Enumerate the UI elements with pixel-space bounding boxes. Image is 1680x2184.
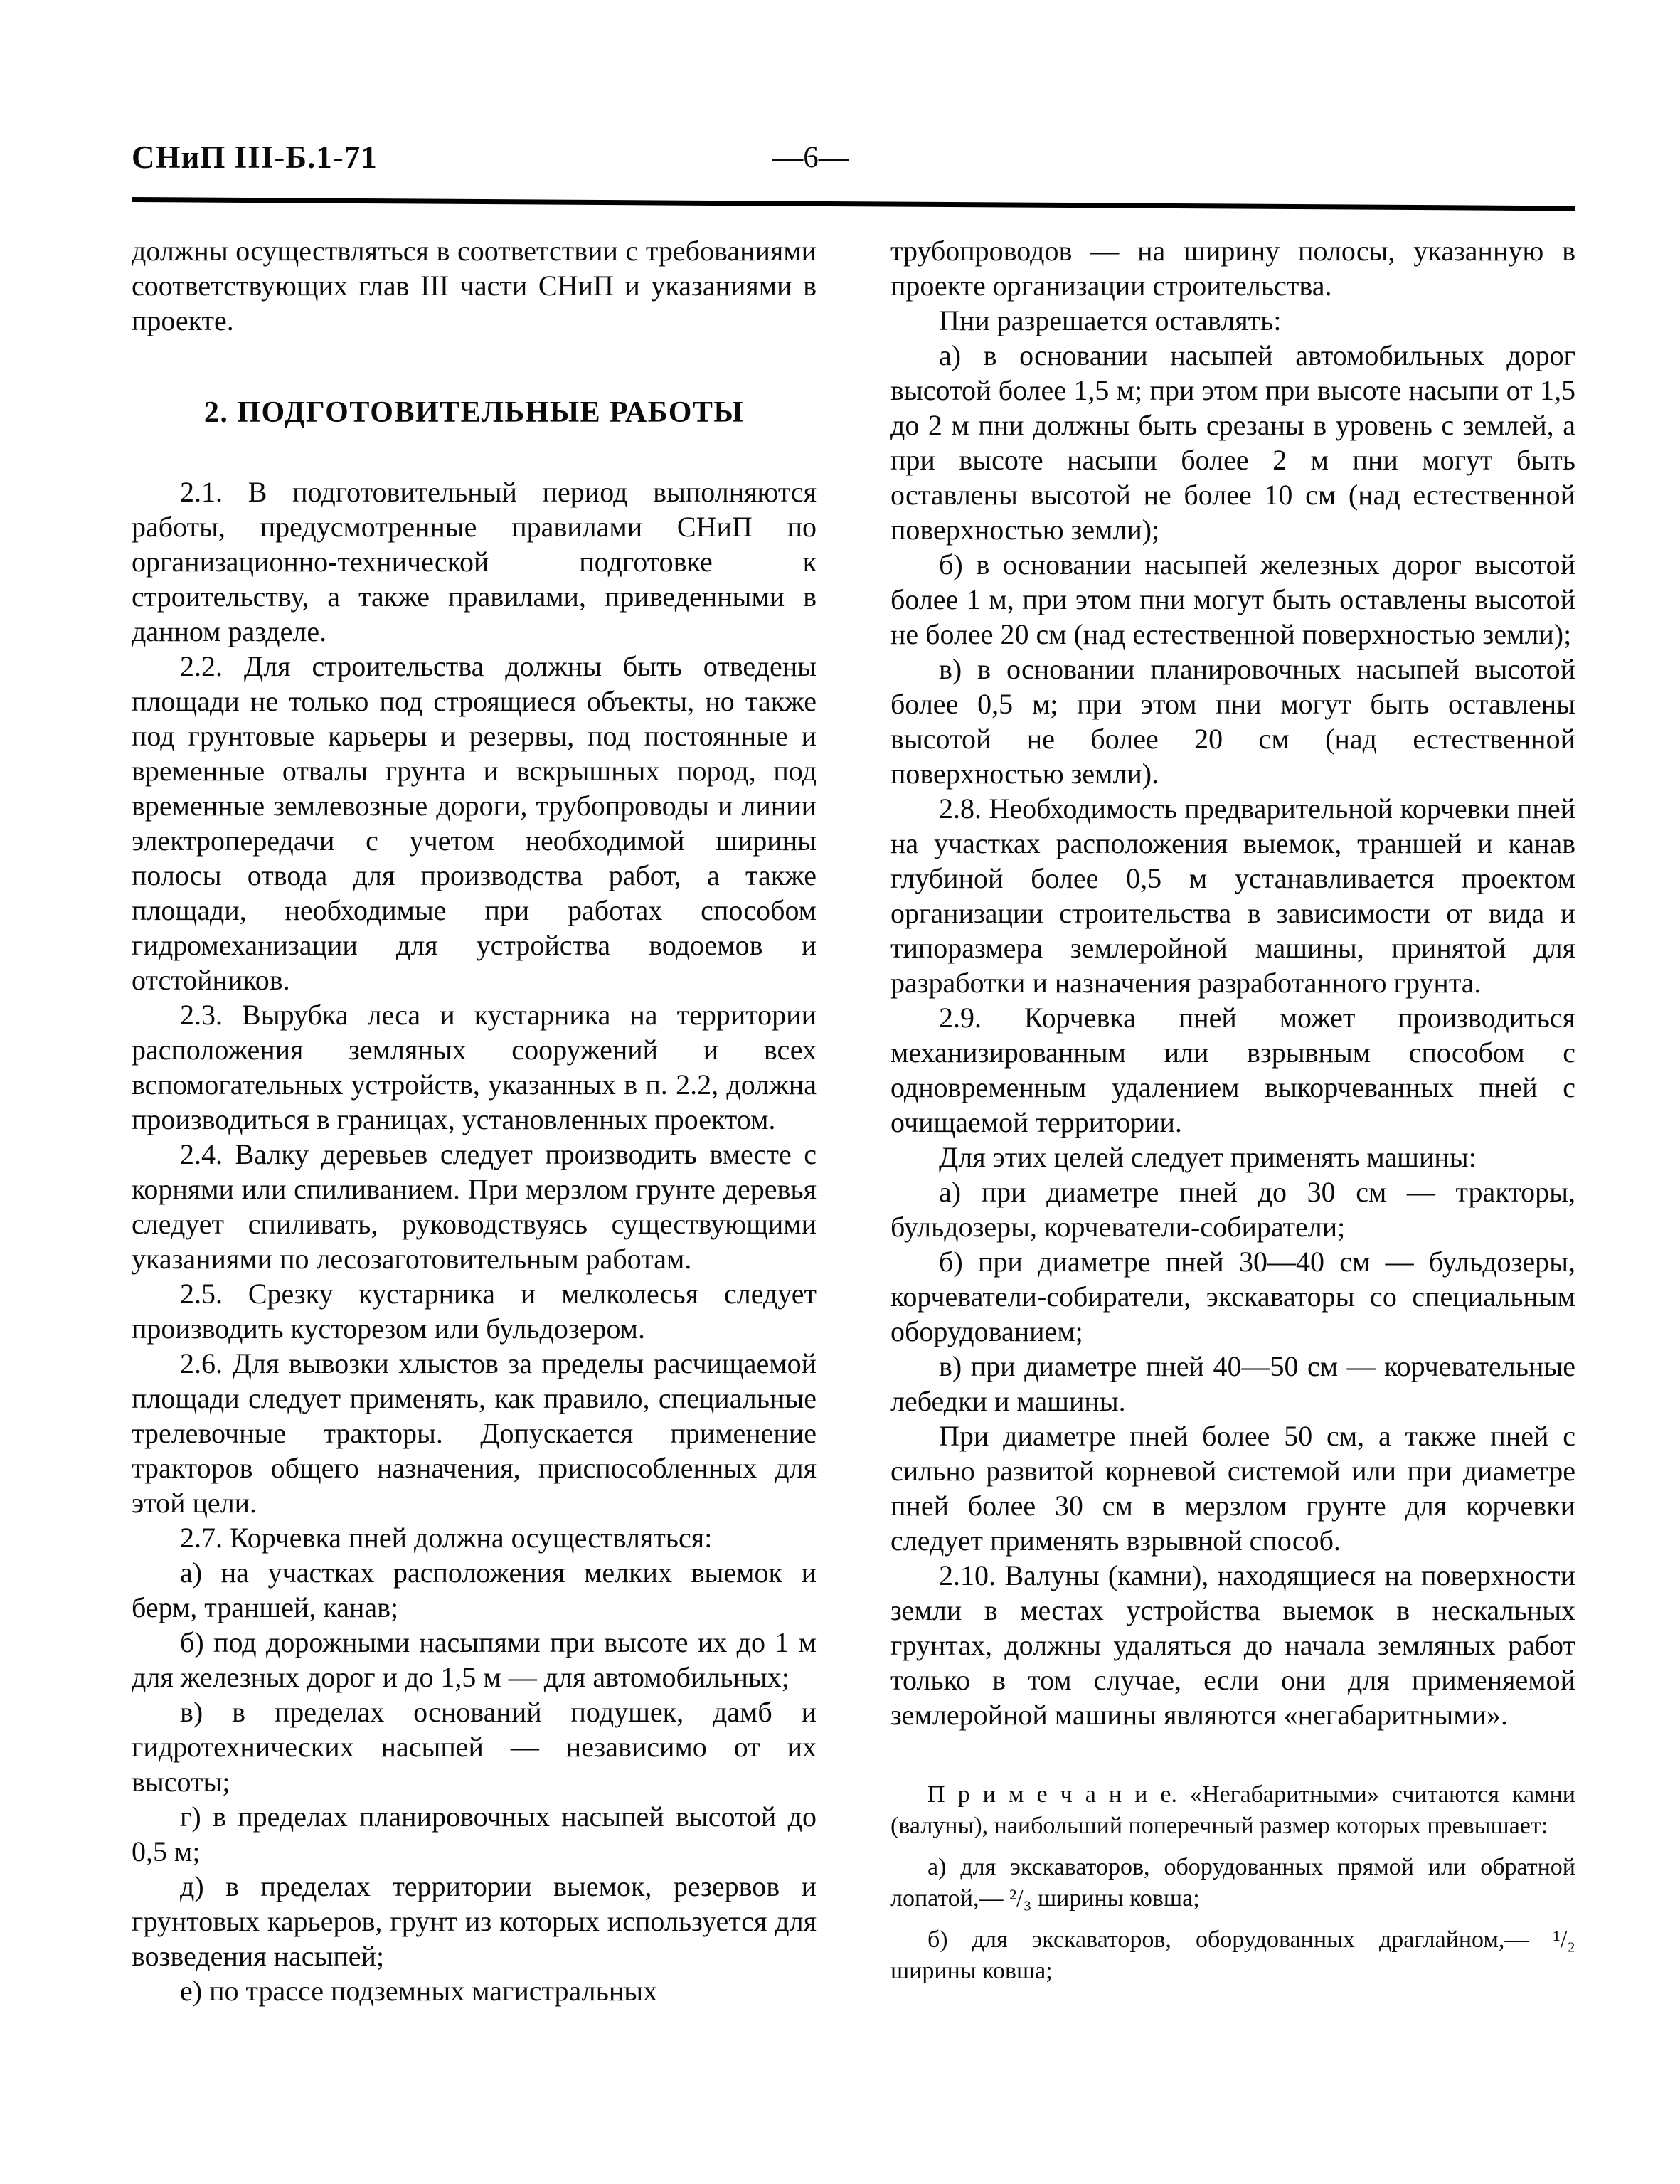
paragraph-2-6: 2.6. Для вывозки хлыстов за пределы расчищаемой площади следует применять, как правило, специальные трелевочные тракторы. Допускается применение тракторов общего назначения, приспособленных для этой цели. [132,1347,817,1519]
doc-code: СНиП III-Б.1-71 [132,139,378,175]
paragraph-2-5: 2.5. Срезку кустарника и мелколесья следует производить кусторезом или бульдозером. [132,1278,817,1345]
paragraph-2-2: 2.2. Для строительства должны быть отведены площади не только под строящиеся объекты, но также под грунтовые карьеры и резервы, под постоянные и временные отвалы грунта и вскрышных пород, под временные землевозные дороги, трубопроводы и линии электропередачи с учетом необходимой ширины полосы отвода для производства работ, а также площади, необходимые при работах способом гидромеханизации для устройства водоемов и отстойников. [132,650,817,996]
paragraph-large-stumps: При диаметре пней более 50 см, а также пней с сильно развитой корневой системой или при диаметре пней более 30 см в мерзлом грунте для корчевки следует применять взрывной способ. [890,1420,1575,1557]
paragraph-2-9: 2.9. Корчевка пней может производиться механизированным или взрывным способом с одновременным удалением выкорчеванных пней с очищаемой территории. [890,1002,1575,1138]
left-column [132,233,817,2008]
paragraph-2-8: 2.8. Необходимость предварительной корчевки пней на участках расположения выемок, траншей и канав глубиной более 0,5 м устанавливается проектом организации строительства в зависимости от вида и типоразмера землеройной машины, принятой для разработки и назначения разработанного грунта. [890,793,1575,999]
page-content [132,139,1575,2008]
page-number: —6— [772,141,849,174]
paragraph-2-7-item-a: а) на участках расположения мелких выемок и берм, траншей, канав; [132,1557,817,1623]
right-column [890,233,1575,2008]
paragraph-machines-item-v: в) при диаметре пней 40—50 см — корчевательные лебедки и машины. [890,1350,1575,1417]
note-item-b: б) для экскаваторов, оборудованных драглайном,— ¹/₂ ширины ковша; [890,1926,1575,1984]
paragraph-2-7-item-b: б) под дорожными насыпями при высоте их до 1 м для железных дорог и до 1,5 м — для автомобильных; [132,1626,817,1693]
note-paragraph: П р и м е ч а н и е. «Негабаритными» считаются камни (валуны), наибольший поперечный размер которых превышает: [890,1781,1575,1839]
paragraph-machines-intro: Для этих целей следует применять машины: [939,1141,1477,1173]
paragraph-2-3: 2.3. Вырубка леса и кустарника на территории расположения земляных сооружений и всех вспомогательных устройств, указанных в п. 2.2, должна производиться в границах, установленных проектом. [132,999,817,1135]
paragraph-continuation-intro: должны осуществляться в соответствии с требованиями соответствующих глав III части СНиП и указаниями в проекте. [132,235,817,336]
paragraph-machines-item-b: б) при диаметре пней 30—40 см — бульдозеры, корчеватели-собиратели, экскаваторы со специальным оборудованием; [890,1246,1575,1347]
paragraph-stumps-item-a: а) в основании насыпей автомобильных дорог высотой более 1,5 м; при этом при высоте насыпи от 1,5 до 2 м пни должны быть срезаны в уровень с землей, а при высоте насыпи более 2 м пни могут быть оставлены высотой не более 10 см (над естественной поверхностью земли); [890,339,1575,546]
note-item-a: а) для экскаваторов, оборудованных прямой или обратной лопатой,— ²/₃ ширины ковша; [890,1854,1575,1912]
section-heading: 2. ПОДГОТОВИТЕЛЬНЫЕ РАБОТЫ [203,396,745,429]
header-rule [132,197,1575,211]
paragraph-2-7-item-v: в) в пределах оснований подушек, дамб и гидротехнических насыпей — независимо от их высоты; [132,1696,817,1798]
paragraph-stumps-intro: Пни разрешается оставлять: [939,304,1282,336]
paragraph-2-7-item-g: г) в пределах планировочных насыпей высотой до 0,5 м; [132,1801,817,1867]
paragraph-continuation-pipelines: трубопроводов — на ширину полосы, указанную в проекте организации строительства. [890,235,1575,302]
paragraph-2-10: 2.10. Валуны (камни), находящиеся на поверхности земли в местах устройства выемок в нескальных грунтах, должны удаляться до начала земляных работ только в том случае, если они для применяемой землеройной машины являются «негабаритными». [890,1559,1575,1731]
paragraph-2-7: 2.7. Корчевка пней должна осуществляться: [180,1522,713,1554]
paragraph-stumps-item-b: б) в основании насыпей железных дорог высотой более 1 м, при этом пни могут быть оставлены высотой не более 20 см (над естественной поверхностью земли); [890,548,1575,650]
paragraph-machines-item-a: а) при диаметре пней до 30 см — тракторы, бульдозеры, корчеватели-собиратели; [890,1176,1575,1243]
paragraph-2-4: 2.4. Валку деревьев следует производить вместе с корнями или спиливанием. При мерзлом грунте деревья следует спиливать, руководствуясь существующими указаниями по лесозаготовительным работам. [132,1138,817,1275]
paragraph-2-7-item-d: д) в пределах территории выемок, резервов и грунтовых карьеров, грунт из которых используется для возведения насыпей; [132,1870,817,1972]
paragraph-2-7-item-e: е) по трассе подземных магистральных [180,1975,658,2007]
paragraph-2-1: 2.1. В подготовительный период выполняются работы, предусмотренные правилами СНиП по организационно-технической подготовке к строительству, а также правилами, приведенными в данном разделе. [132,476,817,647]
text-columns [132,233,1575,2008]
page-header [132,139,1575,181]
note-block [890,1779,1575,1987]
paragraph-stumps-item-v: в) в основании планировочных насыпей высотой более 0,5 м; при этом пни могут быть оставлены высотой не более 20 см (над естественной поверхностью земли). [890,653,1575,790]
